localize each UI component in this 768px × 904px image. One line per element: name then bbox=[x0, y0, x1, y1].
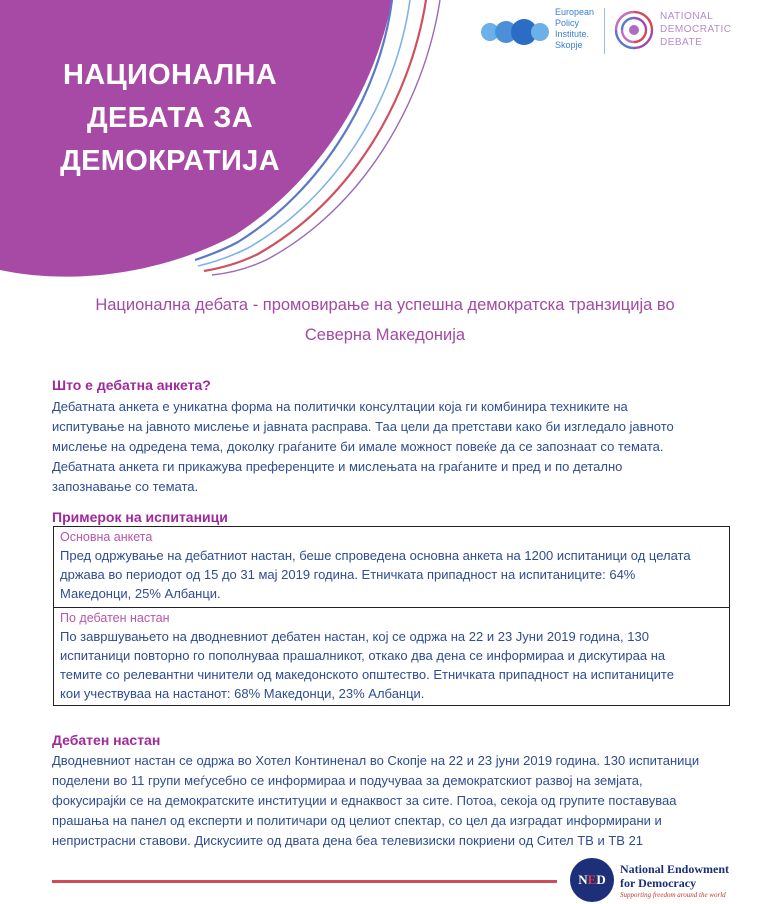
paragraph-line: Македонци, 25% Албанци. bbox=[60, 586, 221, 601]
ndd-logo-line: DEBATE bbox=[660, 37, 703, 48]
hero-title-line: ДЕБАТА ЗА bbox=[87, 102, 253, 134]
logo-separator bbox=[604, 8, 605, 54]
paragraph-line: Дводневниот настан се одржа во Хотел Континенал во Скопје на 22 и 23 јуни 2019 година. 130 испитаници bbox=[52, 753, 700, 768]
sample-after-row bbox=[54, 607, 729, 706]
paragraph-line: фокусирајќи се на демократските институции и еднаквост за сите. Потоа, секоја од групите поставуваа bbox=[52, 793, 677, 808]
section-paragraph bbox=[52, 751, 729, 851]
subtitle-line: Северна Македонија bbox=[304, 326, 466, 344]
section-heading: Дебатен настан bbox=[52, 732, 161, 748]
sample-row-text bbox=[54, 546, 729, 603]
ndd-logo-line: DEMOCRATIC bbox=[660, 24, 732, 35]
paragraph-line: По завршувањето на дводневниот дебатен настан, кој се одржа на 22 и 23 Јуни 2019 година, 130 bbox=[60, 629, 649, 644]
epi-logo-line: European bbox=[555, 7, 595, 17]
ned-tagline: Supporting freedom around the world bbox=[620, 891, 726, 899]
ned-initial: N bbox=[578, 872, 588, 887]
ned-name-line: for Democracy bbox=[620, 876, 697, 890]
ned-logo bbox=[570, 858, 760, 904]
paragraph-line: мислење на одредена тема, доколку граѓаните би имале можност повеќе да се запознаат со темата. bbox=[52, 439, 664, 454]
section-heading: Примерок на испитаници bbox=[52, 509, 228, 525]
hero-title-line: ДЕМОКРАТИЈА bbox=[60, 145, 280, 177]
sample-row-text bbox=[54, 627, 729, 703]
section-what-is bbox=[52, 376, 729, 497]
ned-logo-icon bbox=[570, 858, 614, 902]
document-subtitle bbox=[40, 290, 730, 350]
hero-title bbox=[40, 54, 300, 183]
section-event bbox=[52, 731, 729, 851]
partner-logos bbox=[478, 4, 758, 64]
hero-title-line: НАЦИОНАЛНА bbox=[63, 59, 277, 91]
ned-name bbox=[620, 862, 729, 890]
ndd-logo-line: NATIONAL bbox=[660, 11, 714, 22]
paragraph-line: прашања на панел од експерти и политичари од целиот спектар, со цел да изградат информирани и bbox=[52, 813, 662, 828]
paragraph-line: темите со релевантни чинители од македонското општество. Етничката припадност на испитаниците bbox=[60, 667, 674, 682]
sample-table bbox=[53, 526, 730, 706]
paragraph-line: поделени во 11 групи меѓусебно се информираа и подучуваа за демократскиот развој на земјата, bbox=[52, 773, 643, 788]
epi-logo-line: Policy bbox=[555, 18, 580, 28]
paragraph-line: испитување на јавното мислење и јавната расправа. Таа цели да претстави како би изгледало јавното bbox=[52, 419, 674, 434]
epi-logo-icon bbox=[478, 12, 552, 52]
epi-logo-text bbox=[555, 7, 594, 51]
paragraph-line: запознавање со темата. bbox=[52, 479, 199, 494]
paragraph-line: Дебатната анкета е уникатна форма на политички консултации која ги комбинира техниките на bbox=[52, 399, 628, 414]
ned-initial: E bbox=[587, 872, 597, 887]
subtitle-line: Национална дебата - промовирање на успешна демократска транзиција во bbox=[95, 296, 675, 314]
paragraph-line: држава во периодот од 15 до 31 мај 2019 година. Етничката припадност на испитаниците: 64% bbox=[60, 567, 636, 582]
paragraph-line: испитаници повторно го пополнуваа прашалникот, откако два дена се информираа и дискутираа на bbox=[60, 648, 666, 663]
sample-row-label: По дебатен настан bbox=[60, 611, 170, 625]
ned-name-line: National Endowment bbox=[620, 862, 730, 876]
sample-baseline-row bbox=[54, 527, 729, 607]
ned-initial: D bbox=[596, 872, 606, 887]
paragraph-line: непристрасни ставови. Дискусиите од двата дена беа телевизиски покриени од Сител ТВ и ТВ 21 bbox=[52, 833, 644, 848]
section-heading: Што е дебатна анкета? bbox=[52, 377, 211, 393]
ndd-logo-icon bbox=[612, 8, 656, 52]
epi-logo-line: Skopje bbox=[555, 40, 583, 50]
paragraph-line: Дебатната анкета ги прикажува преференците и мислењата на граѓаните и пред и по детално bbox=[52, 459, 623, 474]
section-sample bbox=[52, 508, 729, 526]
ndd-logo-text bbox=[660, 10, 731, 49]
section-paragraph bbox=[52, 397, 729, 497]
paragraph-line: кои учествуваа на настанот: 68% Македонци, 23% Албанци. bbox=[60, 686, 425, 701]
paragraph-line: Пред одржување на дебатниот настан, беше спроведена основна анкета на 1200 испитаници од целата bbox=[60, 548, 691, 563]
epi-logo-line: Institute. bbox=[555, 29, 590, 39]
sample-row-label: Основна анкета bbox=[60, 530, 153, 544]
footer-divider bbox=[52, 880, 557, 883]
